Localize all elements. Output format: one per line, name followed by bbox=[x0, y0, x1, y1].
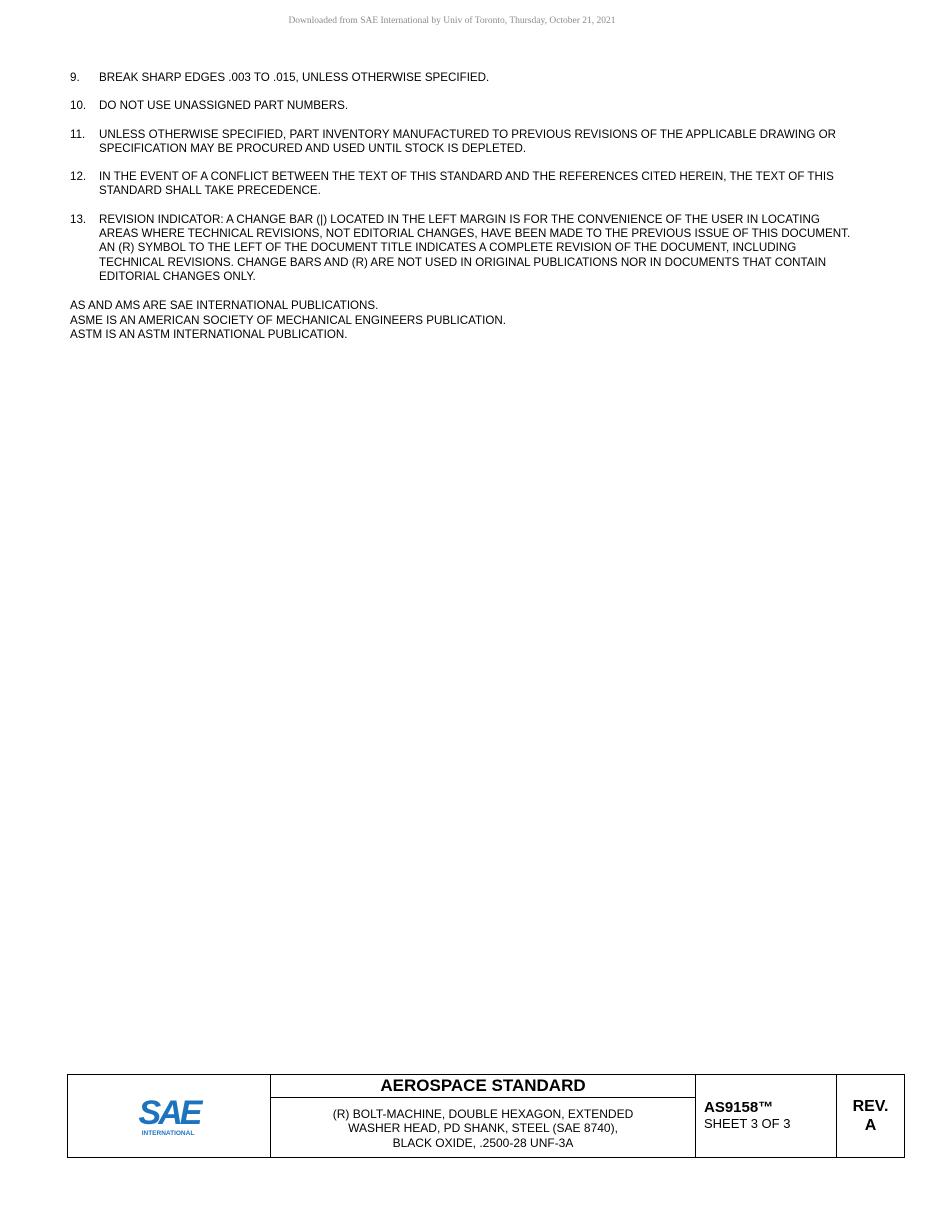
note-item bbox=[70, 128, 860, 157]
publications-list bbox=[70, 299, 506, 343]
note-number: 12. bbox=[70, 170, 87, 184]
part-description bbox=[271, 1098, 695, 1157]
logo-subtext: INTERNATIONAL bbox=[141, 1130, 195, 1137]
description-line: BLACK OXIDE, .2500-28 UNF-3A bbox=[392, 1135, 574, 1150]
note-text: UNLESS OTHERWISE SPECIFIED, PART INVENTORY MANUFACTURED TO PREVIOUS REVISIONS OF THE APPLICABLE DRAWING OR SPECIFICATION MAY BE PROCURED AND USED UNTIL STOCK IS DEPLETED. bbox=[99, 127, 837, 155]
note-item bbox=[70, 71, 860, 85]
note-item bbox=[70, 99, 860, 113]
sheet-number: SHEET 3 OF 3 bbox=[704, 1116, 791, 1131]
download-watermark: Downloaded from SAE International by Univ of Toronto, Thursday, October 21, 2021 bbox=[288, 16, 616, 26]
revision-cell bbox=[837, 1075, 904, 1157]
publication-line: ASTM IS AN ASTM INTERNATIONAL PUBLICATION. bbox=[70, 328, 348, 342]
publication-line: AS AND AMS ARE SAE INTERNATIONAL PUBLICATIONS. bbox=[70, 299, 379, 312]
title-center-cell bbox=[271, 1075, 696, 1157]
logo-text: SAE bbox=[138, 1094, 200, 1132]
logo-cell bbox=[68, 1075, 271, 1157]
document-number-cell bbox=[696, 1075, 837, 1157]
description-line: (R) BOLT-MACHINE, DOUBLE HEXAGON, EXTENDED bbox=[332, 1106, 634, 1121]
note-item bbox=[70, 213, 860, 284]
note-item bbox=[70, 170, 860, 199]
revision-label: REV. bbox=[852, 1098, 889, 1115]
note-number: 9. bbox=[70, 71, 80, 84]
note-number: 10. bbox=[70, 99, 87, 113]
note-text: IN THE EVENT OF A CONFLICT BETWEEN THE TEXT OF THIS STANDARD AND THE REFERENCES CITED HEREIN, THE TEXT OF THIS STANDARD SHALL TAKE PRECEDENCE. bbox=[99, 170, 834, 198]
standard-heading: AEROSPACE STANDARD bbox=[271, 1075, 695, 1098]
description-line: WASHER HEAD, PD SHANK, STEEL (SAE 8740), bbox=[348, 1121, 618, 1136]
publication-line: ASME IS AN AMERICAN SOCIETY OF MECHANICAL ENGINEERS PUBLICATION. bbox=[70, 313, 506, 327]
note-text: REVISION INDICATOR: A CHANGE BAR (|) LOCATED IN THE LEFT MARGIN IS FOR THE CONVENIENCE OF THE USER IN LOCATING AREAS WHERE TECHNICAL REVISIONS, NOT EDITORIAL CHANGES, HAVE BEEN MADE TO THE PREVIOUS ISSUE OF THIS DOCUMENT. AN (R) SYMBOL TO THE LEFT OF THE DOCUMENT TITLE INDICATES A COMPLETE REVISION OF THE DOCUMENT, INCLUDING TECHNICAL REVISIONS. CHANGE BARS AND (R) ARE NOT USED IN ORIGINAL PUBLICATIONS NOR IN DOCUMENTS THAT CONTAIN EDITORIAL CHANGES ONLY. bbox=[99, 212, 851, 283]
title-block bbox=[67, 1074, 905, 1158]
document-number: AS9158™ bbox=[704, 1099, 774, 1116]
note-text: DO NOT USE UNASSIGNED PART NUMBERS. bbox=[99, 99, 349, 113]
note-number: 11. bbox=[70, 127, 86, 141]
note-text: BREAK SHARP EDGES .003 TO .015, UNLESS OTHERWISE SPECIFIED. bbox=[99, 71, 490, 84]
revision-value: A bbox=[864, 1117, 877, 1134]
notes-list bbox=[70, 71, 860, 298]
sae-logo-icon bbox=[134, 1094, 204, 1138]
note-number: 13. bbox=[70, 212, 87, 226]
